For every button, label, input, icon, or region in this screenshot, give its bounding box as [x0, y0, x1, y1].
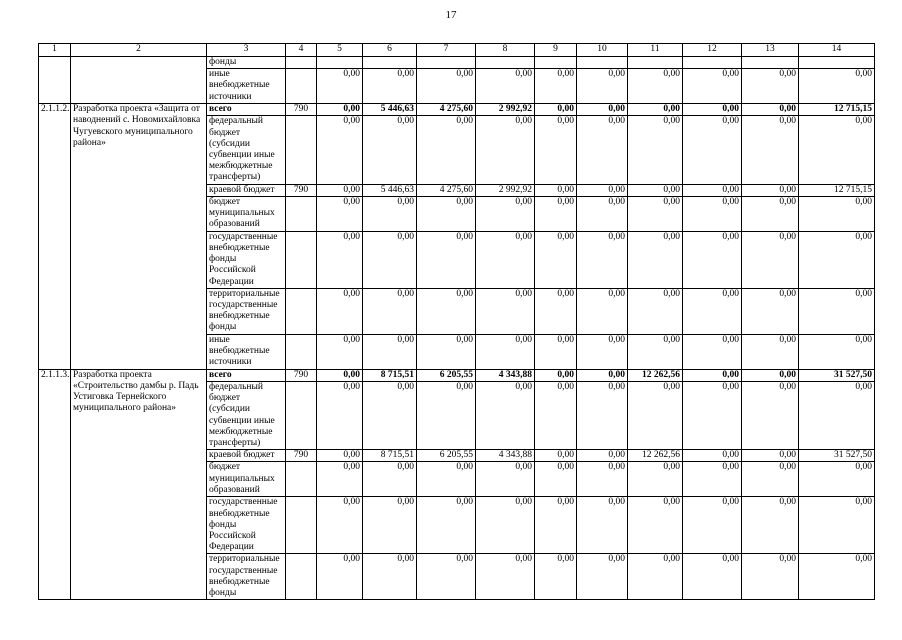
value-cell: 0,00 [476, 231, 535, 288]
value-cell: 0,00 [417, 462, 476, 497]
value-cell: 5 446,63 [363, 104, 417, 116]
value-cell: 0,00 [683, 69, 742, 104]
value-cell: 0,00 [628, 497, 683, 554]
value-cell: 0,00 [476, 288, 535, 334]
column-header: 7 [417, 44, 476, 57]
value-cell: 0,00 [628, 231, 683, 288]
item-name: Разработка проекта «Строительство дамбы р. Падь Устиговка Тернейского муниципального района» [71, 369, 207, 600]
value-cell [628, 57, 683, 69]
value-cell: 0,00 [417, 554, 476, 600]
value-cell: 0,00 [577, 116, 628, 184]
funding-source: иные внебюджетные источники [207, 334, 286, 369]
value-cell: 12 262,56 [628, 450, 683, 462]
value-cell: 0,00 [628, 196, 683, 231]
column-header: 2 [71, 44, 207, 57]
value-cell: 0,00 [317, 450, 363, 462]
column-header: 11 [628, 44, 683, 57]
code-cell [286, 554, 317, 600]
code-cell: 790 [286, 369, 317, 381]
value-cell: 0,00 [363, 554, 417, 600]
value-cell: 0,00 [317, 288, 363, 334]
value-cell: 0,00 [417, 196, 476, 231]
column-header: 3 [207, 44, 286, 57]
value-cell: 0,00 [535, 450, 577, 462]
value-cell: 0,00 [476, 196, 535, 231]
value-cell: 0,00 [742, 69, 799, 104]
funding-source: краевой бюджет [207, 450, 286, 462]
value-cell: 0,00 [683, 184, 742, 196]
value-cell: 0,00 [683, 462, 742, 497]
value-cell: 8 715,51 [363, 369, 417, 381]
value-cell: 0,00 [683, 497, 742, 554]
column-header: 1 [39, 44, 71, 57]
value-cell: 0,00 [683, 382, 742, 450]
value-cell: 0,00 [799, 116, 875, 184]
value-cell: 4 275,60 [417, 184, 476, 196]
value-cell: 0,00 [799, 334, 875, 369]
value-cell: 0,00 [535, 497, 577, 554]
value-cell: 0,00 [799, 497, 875, 554]
value-cell: 0,00 [628, 554, 683, 600]
item-name: Разработка проекта «Защита от наводнений с. Новомихайловка Чугуевского муниципального района» [71, 104, 207, 370]
value-cell [683, 57, 742, 69]
value-cell: 0,00 [535, 554, 577, 600]
value-cell [476, 57, 535, 69]
value-cell: 0,00 [476, 69, 535, 104]
value-cell: 0,00 [535, 184, 577, 196]
value-cell: 4 343,88 [476, 369, 535, 381]
column-header: 6 [363, 44, 417, 57]
value-cell: 0,00 [363, 497, 417, 554]
value-cell: 0,00 [683, 369, 742, 381]
value-cell: 0,00 [577, 369, 628, 381]
code-cell: 790 [286, 104, 317, 116]
funding-source: фонды [207, 57, 286, 69]
value-cell: 0,00 [742, 104, 799, 116]
column-header: 13 [742, 44, 799, 57]
funding-source: бюджет муниципальных образований [207, 196, 286, 231]
code-cell [286, 116, 317, 184]
value-cell: 0,00 [628, 462, 683, 497]
value-cell: 0,00 [799, 462, 875, 497]
value-cell: 0,00 [476, 554, 535, 600]
value-cell: 0,00 [683, 554, 742, 600]
value-cell: 0,00 [577, 231, 628, 288]
value-cell: 0,00 [742, 288, 799, 334]
value-cell: 0,00 [799, 288, 875, 334]
value-cell: 0,00 [417, 497, 476, 554]
value-cell: 0,00 [317, 104, 363, 116]
value-cell: 6 205,55 [417, 450, 476, 462]
value-cell: 0,00 [476, 334, 535, 369]
value-cell: 12 262,56 [628, 369, 683, 381]
code-cell [286, 462, 317, 497]
column-header: 14 [799, 44, 875, 57]
column-header: 10 [577, 44, 628, 57]
value-cell: 0,00 [628, 104, 683, 116]
value-cell: 0,00 [742, 382, 799, 450]
value-cell: 31 527,50 [799, 450, 875, 462]
value-cell [742, 57, 799, 69]
value-cell: 0,00 [577, 334, 628, 369]
value-cell: 0,00 [417, 334, 476, 369]
value-cell: 0,00 [363, 69, 417, 104]
value-cell: 0,00 [683, 231, 742, 288]
value-cell: 0,00 [742, 462, 799, 497]
funding-source: территориальные государственные внебюджетные фонды [207, 288, 286, 334]
value-cell: 0,00 [628, 184, 683, 196]
value-cell: 0,00 [417, 69, 476, 104]
value-cell: 0,00 [535, 69, 577, 104]
value-cell: 0,00 [317, 334, 363, 369]
value-cell: 0,00 [317, 69, 363, 104]
funding-source: государственные внебюджетные фонды Российской Федерации [207, 497, 286, 554]
value-cell: 0,00 [417, 231, 476, 288]
value-cell: 0,00 [742, 369, 799, 381]
value-cell: 0,00 [683, 116, 742, 184]
value-cell: 0,00 [577, 450, 628, 462]
value-cell: 0,00 [742, 554, 799, 600]
value-cell: 0,00 [799, 231, 875, 288]
column-header: 5 [317, 44, 363, 57]
value-cell: 0,00 [363, 116, 417, 184]
value-cell: 0,00 [317, 554, 363, 600]
value-cell: 0,00 [363, 231, 417, 288]
value-cell [535, 57, 577, 69]
value-cell [317, 57, 363, 69]
value-cell: 8 715,51 [363, 450, 417, 462]
value-cell: 0,00 [683, 288, 742, 334]
value-cell: 0,00 [742, 450, 799, 462]
value-cell: 0,00 [317, 196, 363, 231]
code-cell [286, 382, 317, 450]
value-cell: 0,00 [799, 196, 875, 231]
value-cell: 4 275,60 [417, 104, 476, 116]
value-cell: 0,00 [535, 196, 577, 231]
value-cell: 0,00 [535, 369, 577, 381]
value-cell: 0,00 [577, 382, 628, 450]
item-number: 2.1.1.3. [39, 369, 71, 600]
value-cell: 0,00 [535, 382, 577, 450]
value-cell: 0,00 [742, 231, 799, 288]
value-cell: 0,00 [577, 184, 628, 196]
value-cell: 0,00 [317, 369, 363, 381]
value-cell: 0,00 [577, 497, 628, 554]
code-cell [286, 497, 317, 554]
column-header: 9 [535, 44, 577, 57]
column-header: 12 [683, 44, 742, 57]
value-cell: 0,00 [628, 288, 683, 334]
value-cell: 0,00 [476, 462, 535, 497]
value-cell: 4 343,88 [476, 450, 535, 462]
value-cell: 0,00 [683, 334, 742, 369]
value-cell: 0,00 [317, 184, 363, 196]
value-cell: 0,00 [742, 196, 799, 231]
item-number [39, 57, 71, 104]
value-cell: 0,00 [799, 382, 875, 450]
funding-source: всего [207, 369, 286, 381]
value-cell: 12 715,15 [799, 104, 875, 116]
value-cell: 0,00 [628, 382, 683, 450]
value-cell: 0,00 [577, 196, 628, 231]
table-row [39, 369, 875, 381]
value-cell: 0,00 [363, 462, 417, 497]
value-cell: 0,00 [363, 382, 417, 450]
value-cell: 0,00 [577, 104, 628, 116]
funding-source: территориальные государственные внебюджетные фонды [207, 554, 286, 600]
value-cell: 0,00 [317, 382, 363, 450]
value-cell: 0,00 [742, 334, 799, 369]
value-cell [417, 57, 476, 69]
code-cell [286, 196, 317, 231]
value-cell: 2 992,92 [476, 184, 535, 196]
value-cell: 0,00 [317, 497, 363, 554]
value-cell: 0,00 [476, 382, 535, 450]
value-cell: 0,00 [363, 288, 417, 334]
value-cell: 0,00 [535, 104, 577, 116]
table-row [39, 104, 875, 116]
value-cell: 0,00 [417, 382, 476, 450]
value-cell: 0,00 [317, 462, 363, 497]
value-cell: 0,00 [628, 116, 683, 184]
code-cell [286, 288, 317, 334]
value-cell: 0,00 [628, 69, 683, 104]
code-cell: 790 [286, 450, 317, 462]
page-number: 17 [445, 9, 457, 21]
funding-source: всего [207, 104, 286, 116]
value-cell: 0,00 [742, 497, 799, 554]
value-cell: 0,00 [535, 462, 577, 497]
column-header: 4 [286, 44, 317, 57]
value-cell [363, 57, 417, 69]
value-cell: 0,00 [683, 104, 742, 116]
value-cell: 0,00 [535, 231, 577, 288]
value-cell: 0,00 [683, 450, 742, 462]
header-row [39, 44, 875, 57]
funding-source: федеральный бюджет (субсидии субвенции иные межбюджетные трансферты) [207, 382, 286, 450]
value-cell: 0,00 [317, 231, 363, 288]
code-cell [286, 69, 317, 104]
value-cell: 31 527,50 [799, 369, 875, 381]
value-cell: 0,00 [363, 334, 417, 369]
value-cell: 0,00 [799, 554, 875, 600]
value-cell: 0,00 [577, 462, 628, 497]
value-cell: 0,00 [363, 196, 417, 231]
value-cell: 0,00 [628, 334, 683, 369]
value-cell: 0,00 [417, 288, 476, 334]
code-cell [286, 57, 317, 69]
value-cell: 0,00 [683, 196, 742, 231]
value-cell: 0,00 [742, 184, 799, 196]
value-cell: 0,00 [476, 497, 535, 554]
funding-source: бюджет муниципальных образований [207, 462, 286, 497]
value-cell: 0,00 [535, 288, 577, 334]
code-cell: 790 [286, 184, 317, 196]
value-cell: 0,00 [577, 554, 628, 600]
value-cell: 0,00 [535, 334, 577, 369]
item-name [71, 57, 207, 104]
table-row [39, 57, 875, 69]
funding-source: иные внебюджетные источники [207, 69, 286, 104]
value-cell: 5 446,63 [363, 184, 417, 196]
value-cell: 0,00 [535, 116, 577, 184]
value-cell: 0,00 [476, 116, 535, 184]
code-cell [286, 231, 317, 288]
budget-table [38, 43, 875, 600]
code-cell [286, 334, 317, 369]
value-cell: 0,00 [742, 116, 799, 184]
value-cell: 12 715,15 [799, 184, 875, 196]
value-cell: 0,00 [799, 69, 875, 104]
value-cell: 6 205,55 [417, 369, 476, 381]
funding-source: краевой бюджет [207, 184, 286, 196]
funding-source: государственные внебюджетные фонды Российской Федерации [207, 231, 286, 288]
value-cell [799, 57, 875, 69]
column-header: 8 [476, 44, 535, 57]
value-cell: 2 992,92 [476, 104, 535, 116]
item-number: 2.1.1.2. [39, 104, 71, 370]
funding-source: федеральный бюджет (субсидии субвенции иные межбюджетные трансферты) [207, 116, 286, 184]
value-cell: 0,00 [577, 288, 628, 334]
value-cell: 0,00 [317, 116, 363, 184]
value-cell: 0,00 [577, 69, 628, 104]
value-cell [577, 57, 628, 69]
value-cell: 0,00 [417, 116, 476, 184]
